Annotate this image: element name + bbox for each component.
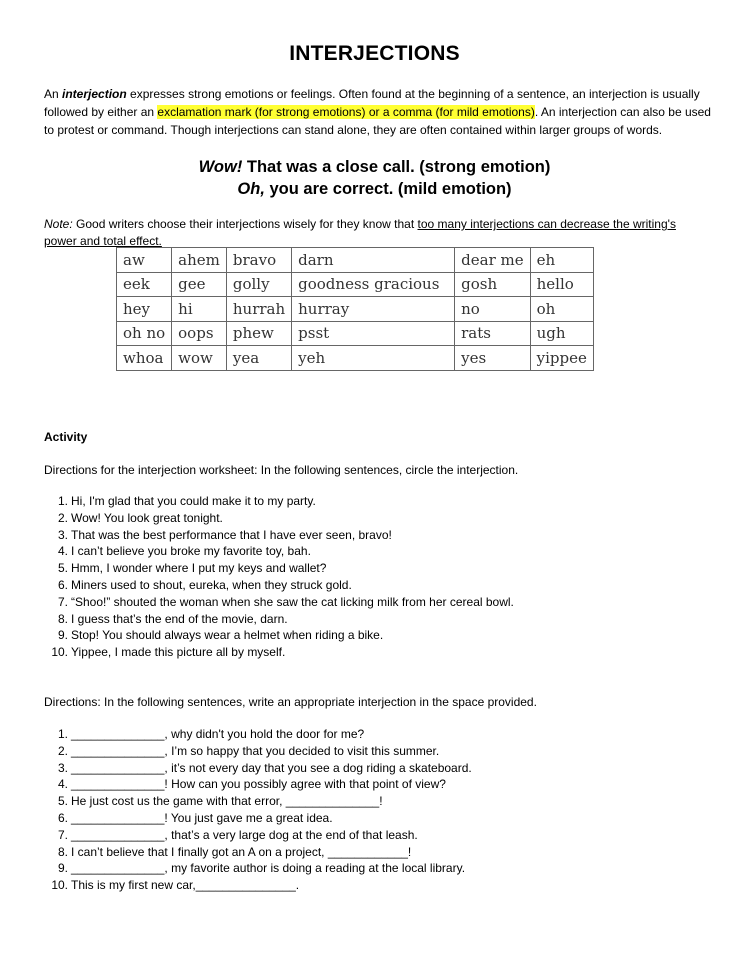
- word-cell: psst: [292, 321, 455, 346]
- note-text: Good writers choose their interjections wisely for they know that: [72, 217, 418, 231]
- word-cell: wow: [172, 346, 227, 371]
- intro-text-3: . An interjection can also be used to protest or command. Though interjections can stand alone, they are often contained within larger groups of words.: [44, 105, 711, 137]
- table-row: [117, 321, 594, 346]
- word-cell: gosh: [455, 272, 530, 297]
- word-cell: aw: [117, 248, 172, 273]
- word-cell: oh: [530, 297, 593, 322]
- word-cell: hurrah: [226, 297, 291, 322]
- note-label: Note:: [44, 217, 73, 231]
- word-cell: hi: [172, 297, 227, 322]
- word-cell: whoa: [117, 346, 172, 371]
- word-cell: no: [455, 297, 530, 322]
- list-item: 2. ______________, I’m so happy that you decided to visit this summer.: [57, 743, 440, 758]
- list-item: 5. Hmm, I wonder where I put my keys and wallet?: [57, 561, 327, 576]
- example-mild-word: Oh,: [237, 180, 265, 198]
- example-strong: [0, 156, 749, 178]
- table-row: [117, 248, 594, 273]
- word-cell: rats: [455, 321, 530, 346]
- page-title: INTERJECTIONS: [289, 42, 460, 65]
- intro-highlight: exclamation mark (for strong emotions) or a comma (for mild emotions): [157, 105, 535, 119]
- note-paragraph: [44, 216, 704, 250]
- list-item: 8. I guess that’s the end of the movie, darn.: [57, 611, 288, 626]
- list-item: 1. ______________, why didn't you hold the door for me?: [57, 727, 365, 741]
- fill-in-sentence-list: [44, 726, 472, 894]
- list-item: 10. Yippee, I made this picture all by myself.: [51, 645, 286, 660]
- word-cell: yes: [455, 346, 530, 371]
- list-item: 3. That was the best performance that I have ever seen, bravo!: [57, 527, 392, 542]
- word-cell: ugh: [530, 321, 593, 346]
- list-item: 7. “Shoo!” shouted the woman when she saw the cat licking milk from her cereal bowl.: [57, 594, 514, 609]
- intro-text-2: expresses strong emotions or feelings. Often found at the beginning of a sentence, an interjection is usually followed by either an: [44, 87, 700, 119]
- word-cell: eh: [530, 248, 593, 273]
- example-strong-rest: That was a close call. (strong emotion): [242, 158, 551, 176]
- word-cell: ahem: [172, 248, 227, 273]
- intro-paragraph: [44, 85, 714, 139]
- word-cell: yeh: [292, 346, 455, 371]
- list-item: 4. I can’t believe you broke my favorite toy, bah.: [57, 544, 311, 559]
- list-item: 4. ______________! How can you possibly agree with that point of view?: [57, 777, 446, 792]
- example-mild-rest: you are correct. (mild emotion): [264, 180, 512, 198]
- word-cell: bravo: [226, 248, 291, 273]
- list-item: 7. ______________, that’s a very large dog at the end of that leash.: [57, 827, 418, 842]
- directions-circle: Directions for the interjection worksheet: In the following sentences, circle the interjection.: [44, 463, 519, 477]
- example-mild: [0, 178, 749, 200]
- word-cell: hello: [530, 272, 593, 297]
- word-cell: oh no: [117, 321, 172, 346]
- word-cell: phew: [226, 321, 291, 346]
- intro-term: interjection: [62, 87, 127, 101]
- list-item: 6. ______________! You just gave me a great idea.: [57, 810, 333, 825]
- word-cell: oops: [172, 321, 227, 346]
- word-cell: yippee: [530, 346, 593, 371]
- list-item: 8. I can’t believe that I finally got an A on a project, ____________!: [57, 844, 412, 859]
- example-strong-word: Wow!: [198, 158, 243, 176]
- interjection-word-table: [116, 247, 594, 371]
- word-cell: yea: [226, 346, 291, 371]
- table-row: [117, 346, 594, 371]
- circle-sentence-list: [44, 493, 514, 661]
- intro-text-1: An: [44, 87, 63, 101]
- table-row: [117, 297, 594, 322]
- table-row: [117, 272, 594, 297]
- list-item: 5. He just cost us the game with that error, ______________!: [57, 794, 383, 809]
- word-cell: hey: [117, 297, 172, 322]
- list-item: 2. Wow! You look great tonight.: [57, 510, 223, 525]
- word-cell: eek: [117, 272, 172, 297]
- activity-heading: Activity: [44, 430, 88, 444]
- word-cell: darn: [292, 248, 455, 273]
- list-item: 10. This is my first new car,_______________.: [51, 878, 300, 893]
- word-cell: gee: [172, 272, 227, 297]
- word-cell: goodness gracious: [292, 272, 455, 297]
- directions-write: Directions: In the following sentences, write an appropriate interjection in the space provided.: [44, 695, 537, 709]
- list-item: 9. ______________, my favorite author is doing a reading at the local library.: [57, 861, 466, 876]
- example-sentences: [0, 156, 749, 200]
- note-underlined: too many interjections can decrease the writing's power and total effect.: [44, 217, 676, 248]
- list-item: 6. Miners used to shout, eureka, when they struck gold.: [57, 577, 352, 592]
- list-item: 9. Stop! You should always wear a helmet when riding a bike.: [57, 628, 384, 643]
- word-cell: hurray: [292, 297, 455, 322]
- list-item: 1. Hi, I'm glad that you could make it to my party.: [57, 494, 316, 508]
- list-item: 3. ______________, it’s not every day that you see a dog riding a skateboard.: [57, 760, 472, 775]
- word-cell: golly: [226, 272, 291, 297]
- word-cell: dear me: [455, 248, 530, 273]
